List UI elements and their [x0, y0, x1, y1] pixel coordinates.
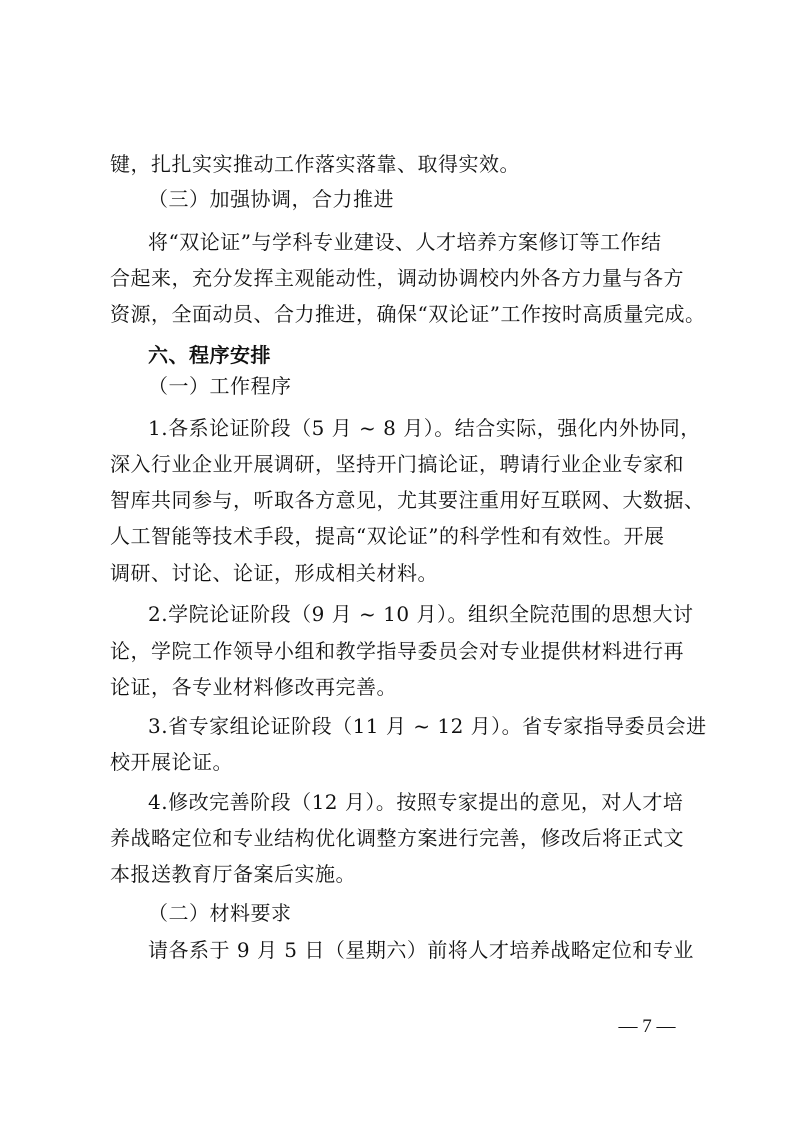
body-text-line: 请各系于 9 月 5 日（星期六）前将人才培养战略定位和专业: [148, 938, 694, 962]
subsection-heading-2: （二）材料要求: [148, 901, 292, 925]
body-text-line: 2.学院论证阶段（9 月 ~ 10 月）。组织全院范围的思想大讨: [148, 602, 694, 626]
body-text-line: 合起来，充分发挥主观能动性，调动协调校内外各方力量与各方: [110, 266, 684, 290]
body-text-line: 资源，全面动员、合力推进，确保“双论证”工作按时高质量完成。: [110, 302, 706, 326]
subsection-heading-1: （一）工作程序: [148, 374, 292, 398]
body-text-line: 人工智能等技术手段，提高“双论证”的科学性和有效性。开展: [110, 524, 665, 548]
body-text-line: 论，学院工作领导小组和教学指导委员会对专业提供材料进行再: [110, 639, 684, 663]
body-text-line: 4.修改完善阶段（12 月）。按照专家提出的意见，对人才培: [148, 790, 684, 814]
body-text-line: 键，扎扎实实推动工作落实落靠、取得实效。: [110, 152, 520, 176]
body-text-line: 校开展论证。: [110, 750, 233, 774]
page-number: — 7 —: [618, 1016, 676, 1037]
body-text-line: 智库共同参与，听取各方意见，尤其要注重用好互联网、大数据、: [110, 488, 705, 512]
body-text-line: 深入行业企业开展调研，坚持开门搞论证，聘请行业企业专家和: [110, 452, 684, 476]
body-text-line: 1.各系论证阶段（5 月 ~ 8 月）。结合实际，强化内外协同，: [148, 416, 701, 440]
body-text-line: 论证，各专业材料修改再完善。: [110, 675, 397, 699]
body-text-line: 养战略定位和专业结构优化调整方案进行完善，修改后将正式文: [110, 826, 684, 850]
body-text-line: 将“双论证”与学科专业建设、人才培养方案修订等工作结: [148, 230, 662, 254]
subsection-heading-3: （三）加强协调，合力推进: [148, 187, 394, 211]
body-text-line: 本报送教育厅备案后实施。: [110, 862, 356, 886]
body-text-line: 3.省专家组论证阶段（11 月 ~ 12 月）。省专家指导委员会进: [148, 714, 707, 738]
body-text-line: 调研、讨论、论证，形成相关材料。: [110, 561, 438, 585]
section-heading-6: 六、程序安排: [148, 343, 271, 367]
